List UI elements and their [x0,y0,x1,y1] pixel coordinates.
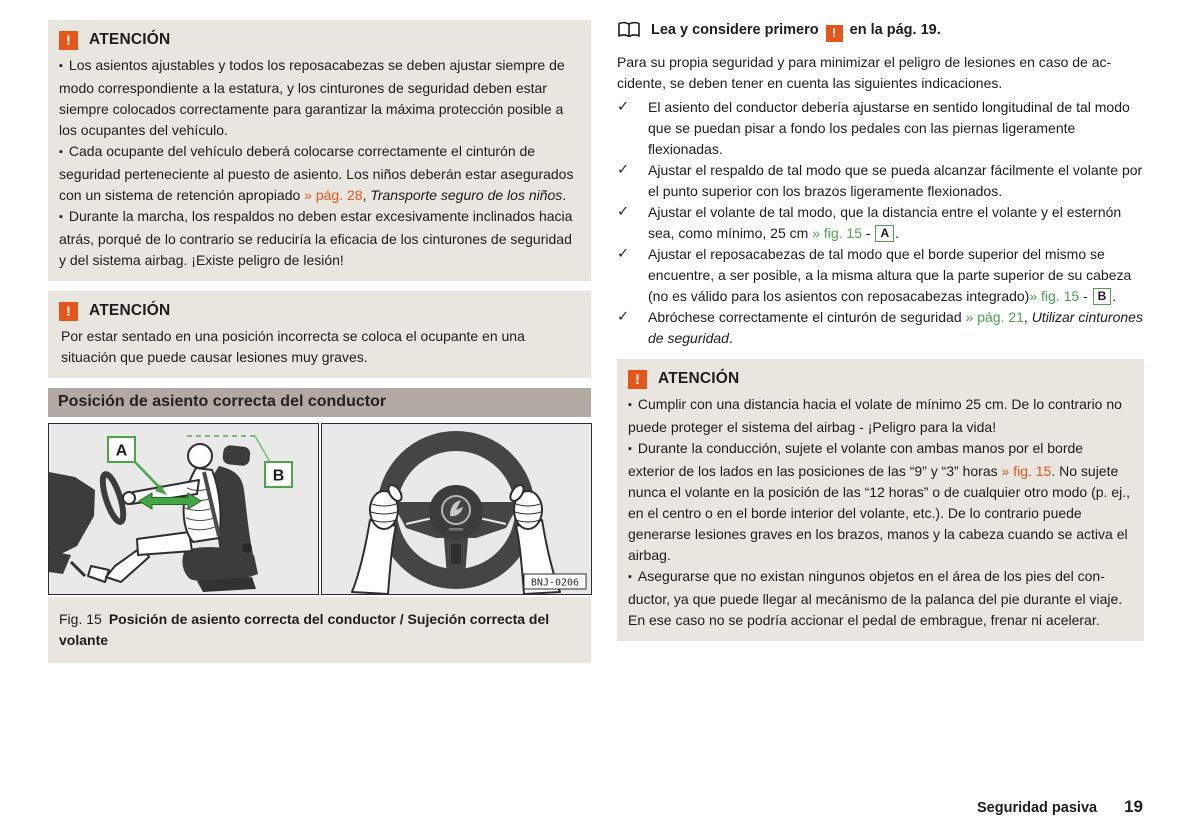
bullet-square-icon: ▪ [59,146,63,158]
attention-paragraph [59,326,580,368]
text-run: Ajustar el respaldo de tal modo que se pueda alcanzar fácilmente el volante por el punto superior con los brazos ligeramente flexionados. [648,162,1143,199]
attention-bullet [628,394,1133,438]
figure-caption [48,597,591,663]
warning-icon: ! [59,302,78,321]
footer-section-title: Seguridad pasiva [977,800,1098,816]
checklist-item [617,202,1144,244]
warning-icon: ! [826,25,843,42]
figure-seat-position-image [48,423,319,595]
check-icon: ✓ [617,246,630,262]
attention-title: ATENCIÓN [89,31,171,48]
page-footer [977,797,1143,817]
text-run: Cumplir con una distancia hacia el volate de mínimo 25 cm. De lo contrario no puede proteger el sistema del airbag - ¡Peligro para la vida! [628,396,1122,435]
text-bold: Lea y considere primero [651,22,823,38]
text-run: . No sujete nunca el volante en la posición de las “12 horas” o de cualquier otro modo (p. ej., en el centro o en el borde interior del volante, etc.). De lo contrario puede generarse lesiones graves en los brazos, manos y la cabeza cuando se activa el airbag. [628,463,1130,563]
text-run: Durante la marcha, los respaldos no deben estar excesivamente inclinados hacia atrás, porqué de lo contrario se reduciría la eficacia de los cinturones de seguridad y del sistema airbag. ¡Existe peligro de lesión! [59,208,573,268]
figure-key-label: B [1093,288,1112,305]
text-run: . [1112,288,1117,304]
text-bold: en la pág. 19. [845,22,941,38]
attention-bullet [59,55,580,141]
figure-15 [48,423,591,595]
attention-bullet [628,438,1133,566]
seat-position-illustration [49,424,318,594]
cross-reference-link[interactable]: » pág. 28 [304,187,363,203]
section-header: Posición de asiento correcta del conductor [48,388,591,417]
text-run: - [1079,288,1092,304]
attention-bullet [59,141,580,206]
intro-paragraph [617,52,1144,94]
text-run: Para su propia seguridad y para minimizar el peligro de lesiones en caso de accidente, se deben tener en cuenta las siguientes indicaciones. [617,54,1112,91]
text-run: El asiento del conductor debería ajustarse en sentido longitudinal de tal modo que se puedan pisar a fondo los pedales con las piernas ligeramente flexionadas. [648,99,1130,157]
left-column [48,20,591,663]
checklist-item [617,244,1144,307]
text-run: , [1023,309,1032,325]
figure-steering-wheel-image [321,423,592,595]
open-book-icon [617,21,641,39]
text-run: Por estar sentado en una posición incorrecta se coloca el ocupante en una situación que puede causar lesiones muy graves. [61,328,525,365]
text-run: Ajustar el volante de tal modo, que la distancia entre el volante y el esternón sea, como mínimo, 25 cm [648,204,1122,241]
text-run: Asegurarse que no existan ningunos objetos en el área de los pies del conductor, ya que puede llegar al mecánismo de la palanca del pie durante el viaje. En ese caso no se podría accionar el pedal de embrague, frenar ni acelerar. [628,568,1123,628]
text-run: . [728,330,733,346]
text-run: Abróchese correctamente el cinturón de seguridad [648,309,966,325]
cross-reference-link[interactable]: » pág. 21 [965,309,1024,325]
warning-icon: ! [59,31,78,50]
text-italic: Transporte seguro de los niños [370,187,563,203]
attention-header [59,299,580,323]
figure-label-a: A [115,442,128,460]
text-italic: Utilizar cinturones de seguridad [648,309,1143,346]
text-run: Cada ocupante del vehículo deberá colocarse correctamente el cinturón de seguridad perteneciente al puesto de asiento. Los niños deberán estar asegurados con un sistema de retención apropiado [59,143,574,203]
cross-reference-link[interactable]: » fig. 15 [812,225,862,241]
attention-box-posture [48,291,591,378]
bullet-square-icon: ▪ [59,211,63,223]
attention-box-seats [48,20,591,281]
bullet-square-icon: ▪ [628,399,632,411]
text-run: . [562,187,567,203]
check-icon: ✓ [617,309,630,325]
figure-key-label: A [875,225,894,242]
text-bold: Posición de asiento correcta del conductor / Sujeción correcta del volante [59,611,550,648]
bullet-square-icon: ▪ [628,443,632,455]
page-number: 19 [1124,797,1143,816]
attention-box-steering [617,359,1144,641]
figure-label-b: B [272,467,285,485]
attention-header [628,367,1133,391]
checklist-item [617,307,1144,349]
text-run: Ajustar el reposacabezas de tal modo que el borde superior del mismo se encuentre, a ser posible, a la misma altura que la parte superior de su cabeza (no es válido para los asientos con reposacabezas integrado) [648,246,1132,304]
cross-reference-link[interactable]: » fig. 15 [1029,288,1080,304]
right-column [617,20,1144,651]
cross-reference-link[interactable]: » fig. 15 [1001,463,1052,479]
checklist-item [617,160,1144,202]
text-run: Los asientos ajustables y todos los reposacabezas se deben ajustar siempre de modo correspondiente a la estatura, y los cinturones de seguridad deben estar siempre colocados correctamente para garantizar la máxima protección posible a los ocupantes del vehículo. [59,57,565,138]
bullet-square-icon: ▪ [59,60,63,72]
attention-header [59,28,580,52]
text-run: , [362,187,371,203]
read-first-note [617,20,1144,42]
text-run: - [862,225,875,241]
check-icon: ✓ [617,99,630,115]
attention-bullet [59,206,580,271]
check-icon: ✓ [617,162,630,178]
check-icon: ✓ [617,204,630,220]
bullet-square-icon: ▪ [628,571,632,583]
warning-icon: ! [628,370,647,389]
figure-image-code: BNJ-0206 [530,577,580,589]
checklist-item [617,97,1144,160]
attention-bullet [628,566,1133,631]
text-run: Durante la conducción, sujete el volante con ambas manos por el borde exterior de los lados en las posiciones de las “9” y “3” horas [628,440,1084,479]
text-run: Fig. 15 [59,611,109,627]
attention-title: ATENCIÓN [89,302,171,319]
attention-title: ATENCIÓN [658,370,740,387]
text-run: . [895,225,900,241]
steering-wheel-illustration [322,424,591,594]
